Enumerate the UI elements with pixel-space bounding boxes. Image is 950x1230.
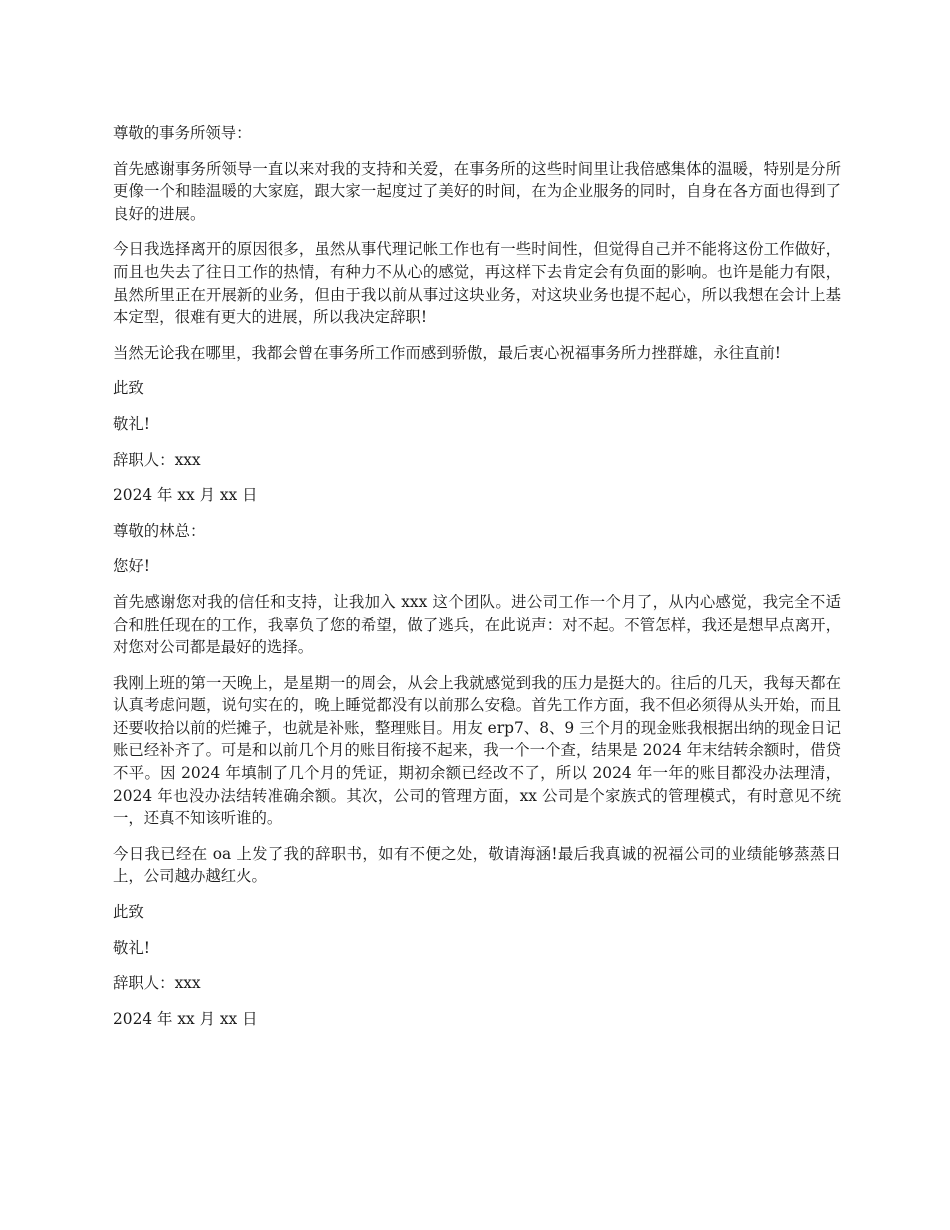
date: 2024 年 xx 月 xx 日 (113, 1009, 258, 1028)
letter-2 (113, 520, 841, 1031)
body-paragraph: 今日我选择离开的原因很多，虽然从事代理记帐工作也有一些时间性，但觉得自己并不能将这份工作做好，而且也失去了往日工作的热情，有种力不从心的感觉，再这样下去肯定会有负面的影响。也许是能力有限，虽然所里正在开展新的业务，但由于我以前从事过这块业务，对这块业务也提不起心，所以我想在会计上基本定型，很难有更大的进展，所以我决定辞职! (113, 240, 841, 327)
letter-1 (113, 122, 841, 507)
signature: 辞职人：xxx (113, 450, 201, 469)
body-paragraph: 我刚上班的第一天晚上，是星期一的周会，从会上我就感觉到我的压力是挺大的。往后的几天，我每天都在认真考虑问题，说句实在的，晚上睡觉都没有以前那么安稳。首先工作方面，我不但必须得从头开始，而且还要收拾以前的烂摊子，也就是补账，整理账目。用友 erp7、8、9 三个月的现金账我根据出纳的现金日记账已经补齐了。可是和以前几个月的账目衔接不起来，我一个一个查，结果是 2024 年末结转余额时，借贷不平。因 2024 年填制了几个月的凭证，期初余额已经改不了，所以 2024 年一年的账目都没办法理清，2024 年也没办法结转准确余额。其次，公司的管理方面，xx 公司是个家族式的管理模式，有时意见不统一，还真不知该听谁的。 (113, 673, 841, 828)
body-paragraph: 当然无论我在哪里，我都会曾在事务所工作而感到骄傲，最后衷心祝福事务所力挫群雄，永往直前! (113, 343, 781, 362)
closing-line: 敬礼! (113, 414, 150, 433)
greeting: 您好! (113, 557, 150, 576)
signature: 辞职人：xxx (113, 974, 201, 993)
closing-line: 此致 (113, 379, 144, 398)
body-paragraph: 首先感谢您对我的信任和支持，让我加入 xxx 这个团队。进公司工作一个月了，从内心感觉，我完全不适合和胜任现在的工作，我辜负了您的希望，做了逃兵，在此说声：对不起。不管怎样，我还是想早点离开，对您对公司都是最好的选择。 (113, 592, 841, 657)
body-paragraph: 首先感谢事务所领导一直以来对我的支持和关爱，在事务所的这些时间里让我倍感集体的温暖，特别是分所更像一个和睦温暖的大家庭，跟大家一起度过了美好的时间，在为企业服务的同时，自身在各方面也得到了良好的进展。 (113, 159, 841, 223)
closing-line: 敬礼! (113, 938, 150, 957)
salutation: 尊敬的事务所领导： (113, 124, 252, 142)
salutation: 尊敬的林总： (113, 521, 206, 540)
date: 2024 年 xx 月 xx 日 (113, 486, 258, 505)
body-paragraph: 今日我已经在 oa 上发了我的辞职书，如有不便之处，敬请海涵!最后我真诚的祝福公司的业绩能够蒸蒸日上，公司越办越红火。 (113, 844, 841, 886)
closing-line: 此致 (113, 903, 144, 922)
document-page (113, 122, 841, 1043)
